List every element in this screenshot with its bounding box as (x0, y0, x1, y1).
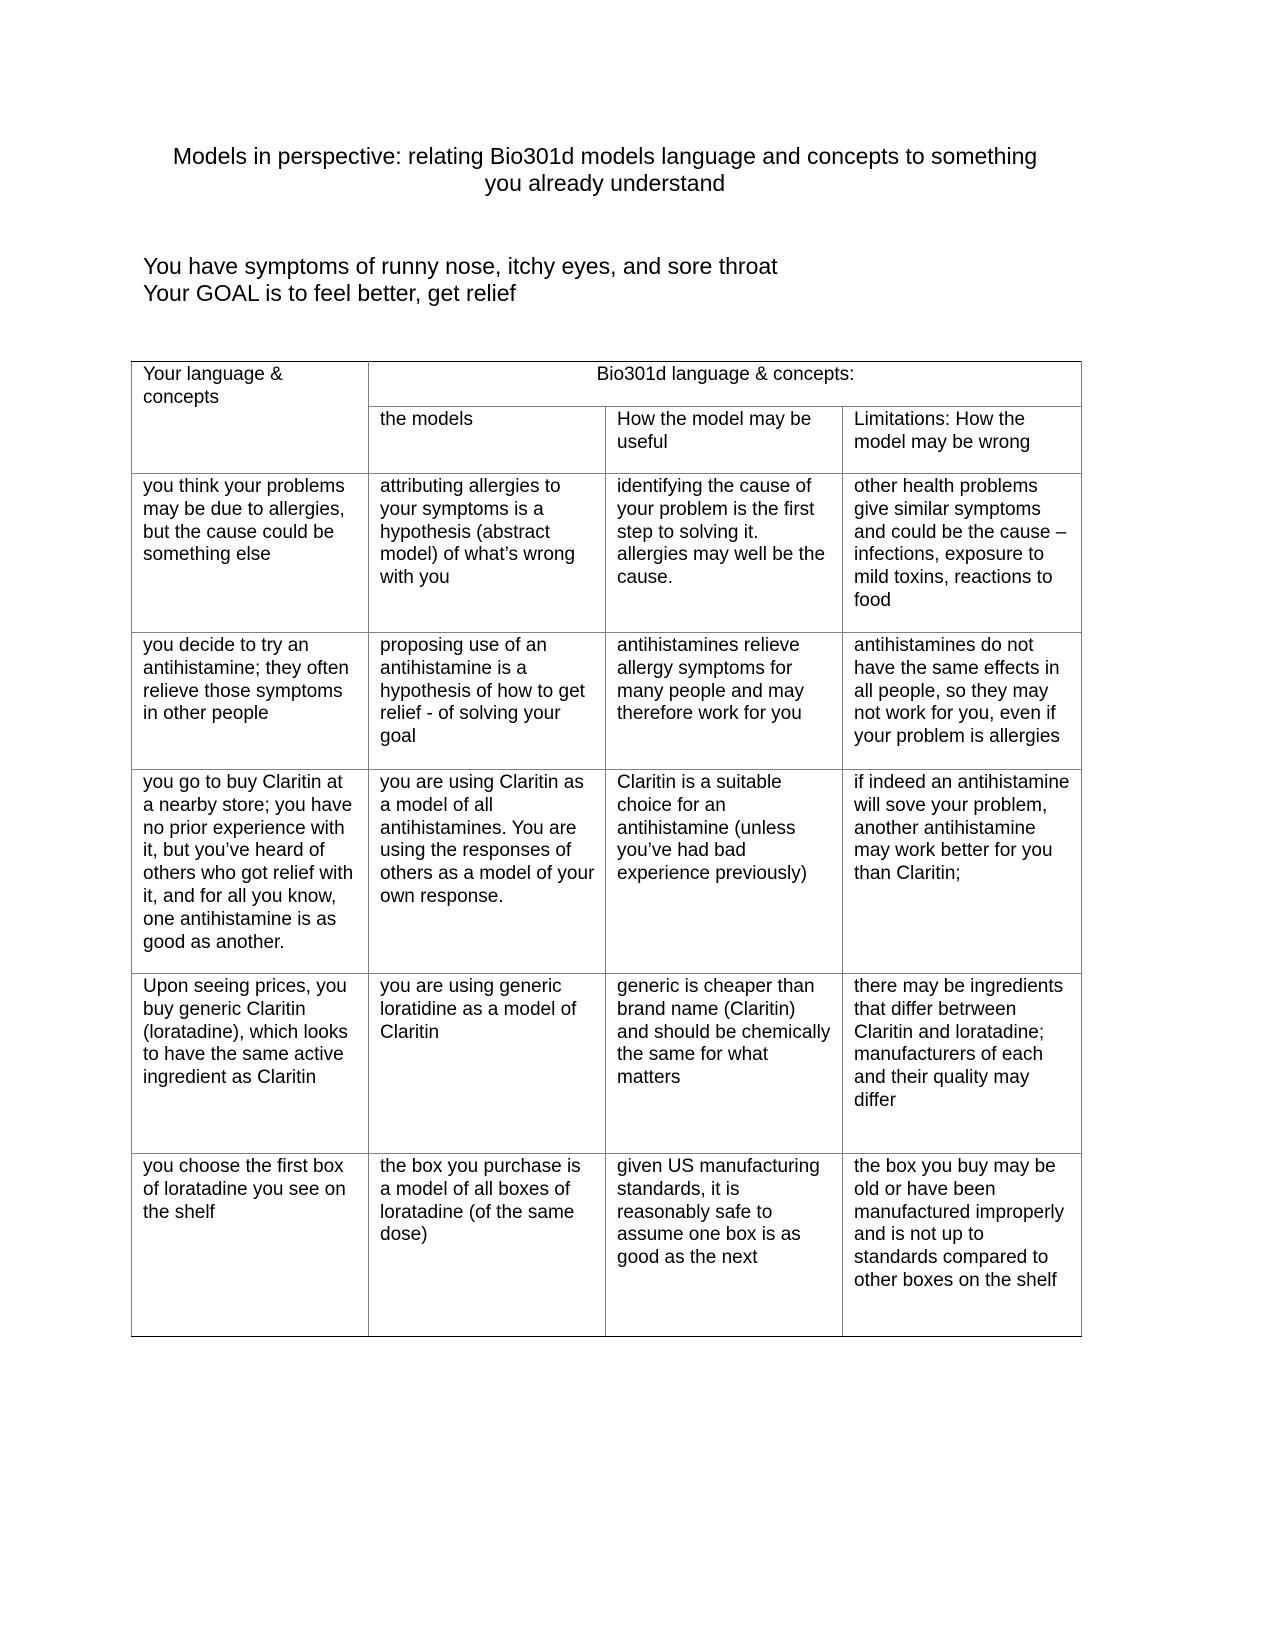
table-row (132, 1154, 1082, 1337)
cell-limitations: there may be ingredients that differ betrween Claritin and loratadine; manufacturers of each and their quality may differ (843, 974, 1082, 1154)
cell-limitations: the box you buy may be old or have been manufactured improperly and is not up to standards compared to other boxes on the shelf (843, 1154, 1082, 1337)
cell-model: the box you purchase is a model of all boxes of loratadine (of the same dose) (369, 1154, 606, 1337)
cell-useful: identifying the cause of your problem is the first step to solving it. allergies may well be the cause. (606, 474, 843, 633)
cell-model: proposing use of an antihistamine is a hypothesis of how to get relief - of solving your goal (369, 633, 606, 770)
cell-limitations: if indeed an antihistamine will sove your problem, another antihistamine may work better for you than Claritin; (843, 770, 1082, 974)
cell-limitations: antihistamines do not have the same effects in all people, so they may not work for you, even if your problem is allergies (843, 633, 1082, 770)
header-your-language: Your language & concepts (132, 362, 369, 474)
table-row (132, 633, 1082, 770)
document-title (130, 143, 1080, 197)
header-bio301d-group: Bio301d language & concepts: (369, 362, 1082, 407)
symptoms-statement: You have symptoms of runny nose, itchy eyes, and sore throat (143, 253, 778, 279)
models-comparison-table (131, 361, 1082, 1337)
cell-your-language: you decide to try an antihistamine; they often relieve those symptoms in other people (132, 633, 369, 770)
cell-your-language: you choose the first box of loratadine you see on the shelf (132, 1154, 369, 1337)
goal-statement: Your GOAL is to feel better, get relief (143, 280, 516, 306)
cell-useful: generic is cheaper than brand name (Claritin) and should be chemically the same for what matters (606, 974, 843, 1154)
cell-useful: given US manufacturing standards, it is reasonably safe to assume one box is as good as the next (606, 1154, 843, 1337)
cell-useful: Claritin is a suitable choice for an antihistamine (unless you’ve had bad experience previously) (606, 770, 843, 974)
cell-your-language: Upon seeing prices, you buy generic Claritin (loratadine), which looks to have the same active ingredient as Claritin (132, 974, 369, 1154)
table-row (132, 770, 1082, 974)
header-how-useful: How the model may be useful (606, 407, 843, 474)
cell-model: attributing allergies to your symptoms is a hypothesis (abstract model) of what’s wrong with you (369, 474, 606, 633)
scenario-intro (143, 253, 778, 307)
cell-model: you are using Claritin as a model of all antihistamines. You are using the responses of others as a model of your own response. (369, 770, 606, 974)
cell-your-language: you go to buy Claritin at a nearby store; you have no prior experience with it, but you’ve heard of others who got relief with it, and for all you know, one antihistamine is as good as another. (132, 770, 369, 974)
table-row (132, 974, 1082, 1154)
cell-your-language: you think your problems may be due to allergies, but the cause could be something else (132, 474, 369, 633)
title-line-1: Models in perspective: relating Bio301d models language and concepts to something (172, 143, 1038, 169)
table-row (132, 474, 1082, 633)
title-line-2: you already understand (484, 170, 726, 196)
cell-model: you are using generic loratidine as a model of Claritin (369, 974, 606, 1154)
cell-limitations: other health problems give similar symptoms and could be the cause –infections, exposure to mild toxins, reactions to food (843, 474, 1082, 633)
cell-useful: antihistamines relieve allergy symptoms for many people and may therefore work for you (606, 633, 843, 770)
header-the-models: the models (369, 407, 606, 474)
table-header-row (132, 362, 1082, 407)
header-limitations: Limitations: How the model may be wrong (843, 407, 1082, 474)
